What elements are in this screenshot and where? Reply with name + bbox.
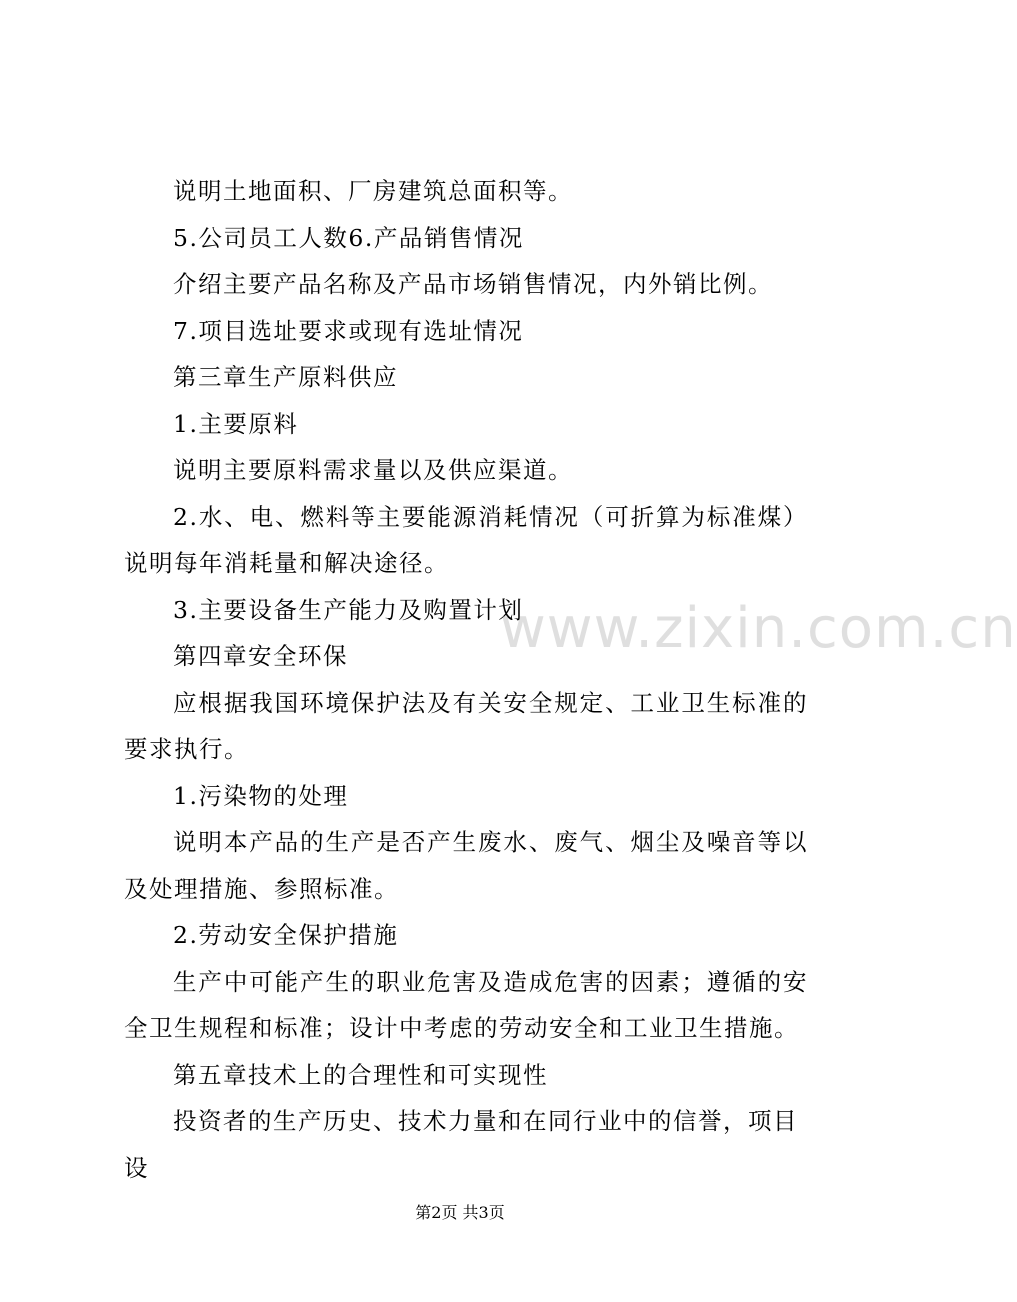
paragraph-products: 介绍主要产品名称及产品市场销售情况，内外销比例。 [173,270,773,298]
paragraph-environment-law: 应根据我国环境保护法及有关安全规定、工业卫生标准的要求执行。 [124,688,808,763]
paragraph-pollutant-description: 说明本产品的生产是否产生废水、废气、烟尘及噪音等以及处理措施、参照标准。 [124,828,808,903]
paragraph-land-area: 说明土地面积、厂房建筑总面积等。 [173,177,573,205]
paragraph-investor-history: 投资者的生产历史、技术力量和在同行业中的信誉，项目设 [124,1107,798,1182]
paragraph-main-materials-heading: 1.主要原料 [173,409,299,438]
paragraph-staff-sales-heading: 5.公司员工人数6.产品销售情况 [173,223,524,252]
page-number-label: 第2页 共3页 [415,1203,505,1222]
paragraph-materials-demand: 说明主要原料需求量以及供应渠道。 [173,456,573,484]
chapter-4-heading: 第四章安全环保 [173,642,348,670]
paragraph-pollutant-heading: 1.污染物的处理 [173,781,349,810]
paragraph-equipment-heading: 3.主要设备生产能力及购置计划 [173,595,524,624]
paragraph-labor-safety-description: 生产中可能产生的职业危害及造成危害的因素；遵循的安全卫生规程和标准；设计中考虑的劳动安全和工业卫生措施。 [124,967,808,1042]
chapter-5-heading: 第五章技术上的合理性和可实现性 [173,1060,548,1089]
chapter-3-heading: 第三章生产原料供应 [173,363,398,391]
document-body [124,168,808,1191]
paragraph-energy-consumption: 2.水、电、燃料等主要能源消耗情况（可折算为标准煤）说明每年消耗量和解决途径。 [124,502,808,577]
paragraph-site-selection: 7.项目选址要求或现有选址情况 [173,316,524,345]
watermark-text: www.zixin.com.cn [500,596,1017,661]
paragraph-labor-safety-heading: 2.劳动安全保护措施 [173,921,399,949]
page-footer [0,1200,920,1223]
